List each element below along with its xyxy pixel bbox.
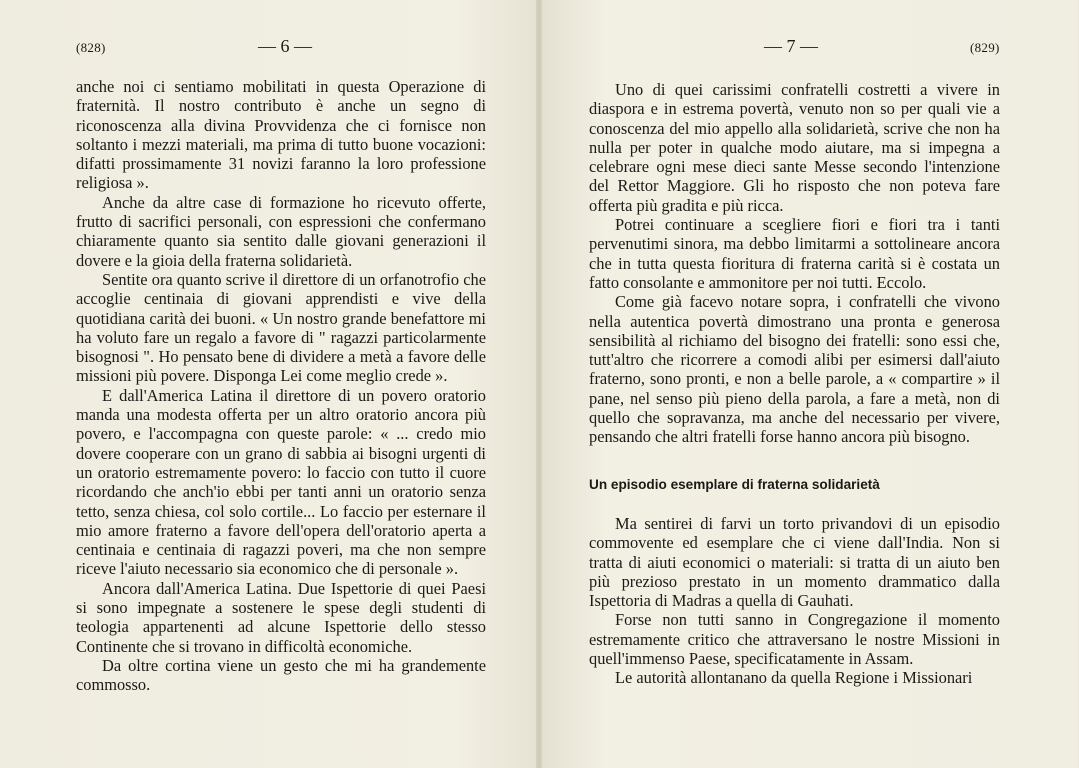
section-title: Un episodio esemplare di fraterna solidarietà: [589, 477, 880, 492]
right-header-number: (829): [970, 40, 1000, 55]
paragraph: Le autorità allontanano da quella Regione i Missionari: [615, 668, 973, 688]
right-body-text-bottom: [589, 514, 1000, 688]
paragraph: Ancora dall'America Latina. Due Ispettorie di quei Paesi si sono impegnate a sostenere le spese degli studenti di teologia appartenenti ad alcune Ispettorie dello stesso Continente che si trovano in difficoltà economiche.: [76, 578, 486, 656]
right-page-number: — 7 —: [764, 36, 818, 56]
left-page: [0, 0, 539, 768]
paragraph: Come già facevo notare sopra, i confratelli che vivono nella autentica povertà dimostrano una pronta e generosa sensibilità al richiamo del bisogno dei fratelli: sono essi che, tutt'altro che ricorrere a comodi alibi per esimersi dall'aiuto fraterno, sono pronti, e non a belle parole, a « compartire » il pane, nel senso più pieno della parola, a fare a metà, non di quello che sopravanza, ma anche del necessario per vivere, pensando che altri fratelli forse hanno ancora più bisogno.: [589, 292, 1000, 447]
paragraph: anche noi ci sentiamo mobilitati in questa Operazione di fraternità. Il nostro contributo è anche un segno di riconoscenza alla divina Provvidenza che ci fornisce non soltanto i mezzi materiali, ma prima di tutto buone vocazioni: difatti prossimamente 31 novizi faranno la loro professione religiosa ».: [76, 77, 486, 193]
paragraph: E dall'America Latina il direttore di un povero oratorio manda una modesta offerta per un altro oratorio ancora più povero, e l'accompagna con queste parole: « ... credo mio dovere cooperare con un grano di sabbia ai bisogni urgenti di un oratorio estremamente povero: lo faccio con tutto il cuore ricordando che anch'io ebbi per tanti anni un oratorio senza tetto, senza chiesa, col solo cortile... Lo faccio per esternare il mio amore fraterno a favore dell'opera dell'oratorio aperta a centinaia e centinaia di ragazzi poveri, ma che non sempre riceve l'aiuto necessario sia economico che di personale ».: [76, 385, 486, 579]
left-body-text: [76, 77, 486, 695]
book-gutter: [536, 0, 542, 768]
paragraph: Forse non tutti sanno in Congregazione il momento estremamente critico che attraversano le nostre Missioni in quell'immenso Paese, specificatamente in Assam.: [589, 610, 1000, 669]
paragraph: Ma sentirei di farvi un torto privandovi di un episodio commovente ed esemplare che ci viene dall'India. Non si tratta di aiuti economici o materiali: si tratta di un aiuto ben più prezioso prestato in un momento drammatico dalla Ispettoria di Madras a quella di Gauhati.: [589, 514, 1000, 611]
left-header-number: (828): [76, 40, 106, 55]
paragraph: Potrei continuare a scegliere fiori e fiori tra i tanti pervenutimi sinora, ma debbo limitarmi a sottolineare ancora che in tutta questa fioritura di fraterna carità si è costata un fatto consolante e ammonitore per noi tutti. Eccolo.: [589, 215, 1000, 292]
right-body-text-top: [589, 80, 1000, 447]
left-page-number: — 6 —: [258, 36, 312, 56]
paragraph: Uno di quei carissimi confratelli costretti a vivere in diaspora e in estrema povertà, venuto non so per quali vie a conoscenza del mio appello alla solidarietà, scrive che non ha nulla per poter in qualche modo aiutare, ma si impegna a celebrare ogni mese dieci sante Messe secondo l'intenzione del Rettor Maggiore. Gli ho risposto che non poteva fare offerta più gradita e più ricca.: [589, 80, 1000, 215]
right-page: [539, 0, 1078, 768]
paragraph: Sentite ora quanto scrive il direttore di un orfanotrofio che accoglie centinaia di giovani apprendisti e vive della quotidiana carità dei buoni. « Un nostro grande benefattore mi ha voluto fare un regalo a favore di " ragazzi particolarmente bisognosi ". Ho pensato bene di dividere a metà a favore delle missioni più povere. Disponga Lei come meglio crede ».: [76, 269, 486, 386]
paragraph: Da oltre cortina viene un gesto che mi ha grandemente commosso.: [76, 655, 486, 695]
paragraph: Anche da altre case di formazione ho ricevuto offerte, frutto di sacrifici personali, con espressioni che confermano chiaramente quanto sia sentito dalle giovani generazioni il dovere e la gioia della fraterna solidarietà.: [76, 192, 486, 270]
